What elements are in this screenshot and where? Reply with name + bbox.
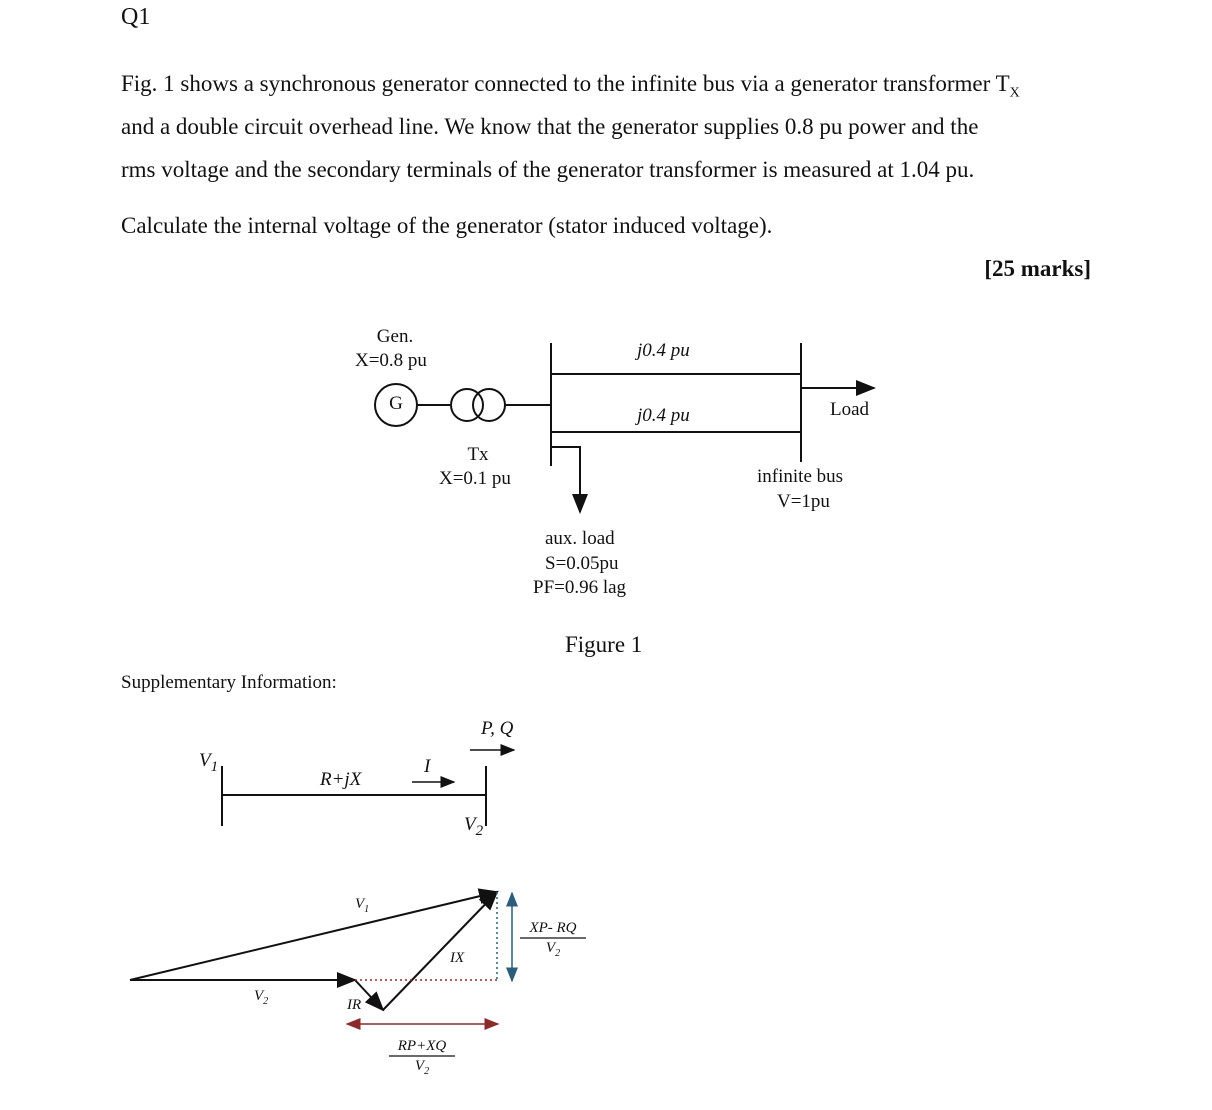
infinite-bus-label: infinite bus xyxy=(757,466,844,487)
supp-current-label: I xyxy=(424,756,431,777)
phasor-v1 xyxy=(130,892,497,980)
marks-label: [25 marks] xyxy=(984,256,1091,281)
question-text-line-1: Fig. 1 shows a synchronous generator connected to the infinite bus via a generator transformer $T_X$ xyxy=(121,71,1020,101)
line-lower-reactance: j0.4 pu xyxy=(637,405,690,426)
question-number: Q1 xyxy=(121,4,151,30)
figure-caption: Figure 1 xyxy=(565,632,643,657)
question-text-line-2: and a double circuit overhead line. We know that the generator supplies 0.8 pu power and the xyxy=(121,114,979,139)
transformer-reactance: X=0.1 pu xyxy=(439,468,511,489)
transformer-secondary xyxy=(473,389,505,421)
supp-impedance-label: R+jX xyxy=(320,769,362,790)
question-task: Calculate the internal voltage of the generator (stator induced voltage). xyxy=(121,213,773,238)
load-label: Load xyxy=(830,399,870,420)
generator-label: Gen. xyxy=(376,326,414,347)
line-upper-reactance: j0.4 pu xyxy=(637,340,690,361)
transformer-label: Tx xyxy=(467,444,489,465)
horizontal-fraction-denominator: $V_2$ xyxy=(414,1058,430,1077)
phasor-v1-label: $V_1$ xyxy=(355,896,370,915)
question-text-line-3: rms voltage and the secondary terminals of the generator transformer is measured at 1.04 pu. xyxy=(121,157,975,182)
generator-reactance: X=0.8 pu xyxy=(355,350,427,371)
aux-load-label: aux. load xyxy=(545,528,615,549)
generator-symbol: G xyxy=(389,393,403,414)
phasor-v2-label: $V_2$ xyxy=(254,988,269,1007)
supp-power-label: P, Q xyxy=(481,718,514,739)
vertical-fraction-denominator: $V_2$ xyxy=(545,940,561,959)
aux-load-feeder xyxy=(551,447,580,512)
supplementary-heading: Supplementary Information: xyxy=(121,672,337,693)
supp-v2-label: $V_2$ xyxy=(464,814,484,839)
horizontal-fraction-numerator: RP+XQ xyxy=(397,1038,447,1054)
phasor-ix xyxy=(383,892,497,1010)
aux-load-power: S=0.05pu xyxy=(545,553,619,574)
aux-load-power-factor: PF=0.96 lag xyxy=(533,577,627,598)
supp-v1-label: $V_1$ xyxy=(199,750,219,775)
phasor-ix-label: IX xyxy=(450,950,465,966)
vertical-fraction-numerator: XP- RQ xyxy=(529,920,577,936)
infinite-bus-voltage: V=1pu xyxy=(777,491,830,512)
transformer-subscript: X xyxy=(1009,85,1020,101)
phasor-ir-label: IR xyxy=(347,997,362,1013)
